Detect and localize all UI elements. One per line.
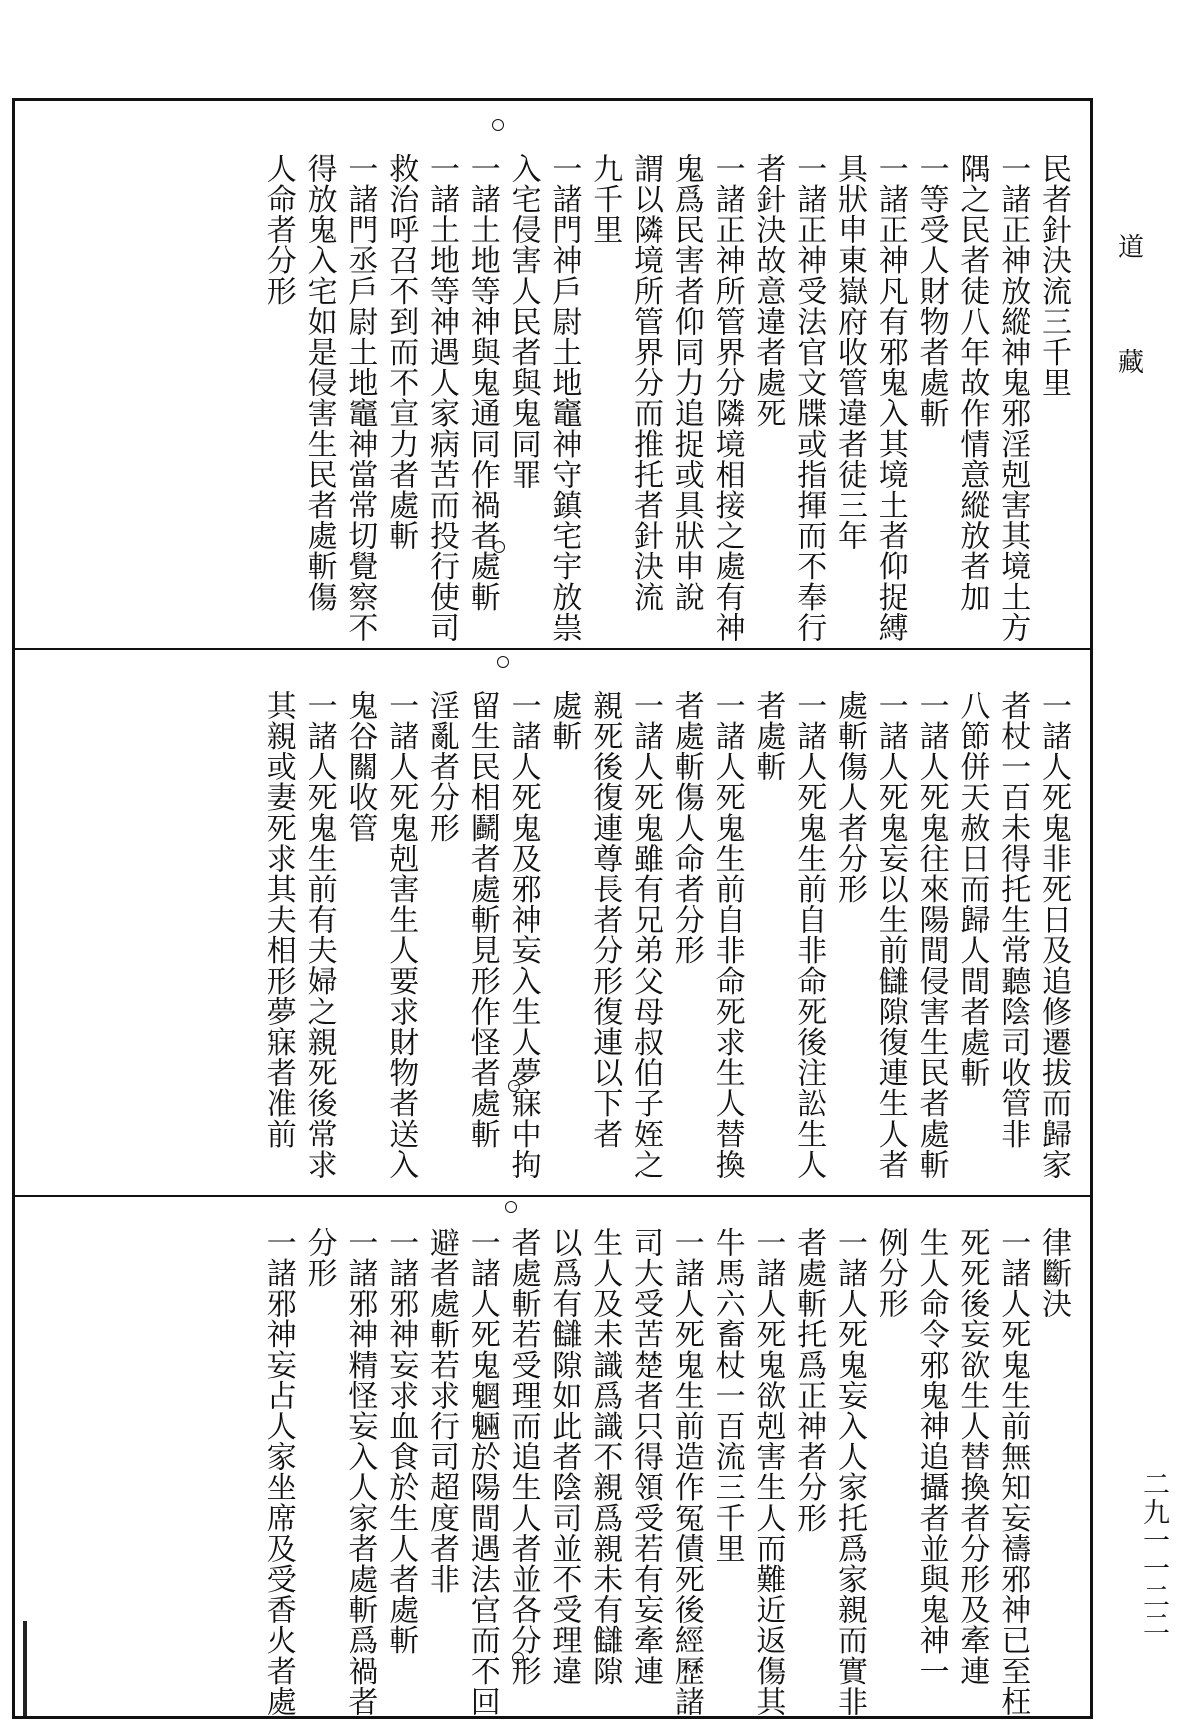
collection-title-zang: 藏	[1118, 348, 1145, 378]
text-column: 一諸門丞戶尉土地竈神當常切覺察不	[342, 153, 378, 643]
text-column: 入宅侵害人民者與鬼同罪	[505, 153, 541, 490]
text-column: 一諸正神放縱神鬼邪淫剋害其境土方	[995, 153, 1031, 643]
page-frame	[12, 98, 1093, 1719]
page-number: 二九一一二二	[1138, 1470, 1169, 1638]
text-column: 一諸土地等神遇人家病苦而投行使司	[424, 153, 459, 643]
text-column: 以爲有讎隙如此者陰司並不受理違	[546, 1227, 582, 1686]
text-panel-bottom	[15, 1195, 1090, 1716]
text-column: 一諸正神凡有邪鬼入其境土者仰捉縛	[872, 153, 908, 643]
text-column: 謂以隣境所管界分而推托者針決流	[628, 153, 663, 612]
text-column: 律斷決	[1036, 1227, 1071, 1319]
text-column: 一諸人死鬼往來陽間侵害生民者處斬	[913, 690, 949, 1180]
text-column: 一諸人死鬼生前無知妄禱邪神已至枉	[995, 1227, 1031, 1717]
text-column: 鬼爲民害者仰同力追捉或具狀申說	[668, 153, 704, 612]
text-column: 生人命令邪鬼神追攝者並與鬼神一	[913, 1227, 949, 1686]
text-column: 人命者分形	[260, 153, 296, 306]
text-panel-middle	[15, 648, 1090, 1192]
text-column: 具狀申東嶽府收管違者徒三年	[832, 153, 867, 551]
text-column: 例分形	[872, 1227, 908, 1319]
text-column: 者處斬托爲正神者分形	[791, 1227, 827, 1533]
panel-top-circle-mark	[492, 119, 504, 131]
text-column: 一諸邪神妄占人家坐席及受香火者處	[260, 1227, 296, 1717]
text-column: 死死後妄欲生人替換者分形及牽連	[954, 1227, 990, 1686]
text-column: 處斬	[546, 690, 582, 752]
text-column: 一等受人財物者處斬	[913, 153, 949, 429]
text-column: 一諸邪神妄求血食於生人者處斬	[383, 1227, 419, 1656]
text-column: 一諸邪神精怪妄入人家者處斬爲禍者	[342, 1227, 378, 1717]
text-column: 民者針決流三千里	[1036, 153, 1071, 398]
text-column: 八節併天赦日而歸人間者處斬	[954, 690, 990, 1088]
text-column: 一諸人死鬼生前自非命死求生人替換	[709, 690, 745, 1180]
text-column: 親死後復連尊長者分形復連以下者	[587, 690, 623, 1149]
text-column: 九千里	[587, 153, 623, 245]
panel-middle-circle-mark	[497, 656, 509, 668]
text-column: 者處斬	[750, 690, 786, 782]
text-column: 分形	[301, 1227, 337, 1289]
text-column: 鬼谷關收管	[342, 690, 378, 843]
binding-seam-line	[23, 1621, 27, 1716]
text-column: 處斬傷人者分形	[832, 690, 867, 905]
text-column: 其親或妻死求其夫相形夢寐者准前	[260, 690, 296, 1149]
text-column: 一諸人死鬼妄以生前讎隙復連生人者	[872, 690, 908, 1180]
text-column: 一諸正神所管界分隣境相接之處有神	[709, 153, 745, 643]
text-column: 得放鬼入宅如是侵害生民者處斬傷	[301, 153, 337, 612]
text-column: 者處斬傷人命者分形	[668, 690, 704, 966]
text-column: 隅之民者徒八年故作情意縱放者加	[954, 153, 990, 612]
text-column: 一諸人死鬼非死日及追修遷拔而歸家	[1036, 690, 1071, 1180]
text-column: 一諸門神戶尉土地竈神守鎮宅宇放祟	[546, 153, 582, 643]
panel-bottom-circle-mark	[505, 1201, 517, 1213]
text-column: 一諸人死鬼生前自非命死後注訟生人	[791, 690, 827, 1180]
text-column: 一諸人死鬼魍魎於陽間遇法官而不回	[464, 1227, 500, 1717]
text-column: 者處斬若受理而追生人者並各分形	[505, 1227, 541, 1686]
text-column: 避者處斬若求行司超度者非	[424, 1227, 459, 1595]
text-column: 救治呼召不到而不宣力者處斬	[383, 153, 419, 551]
text-column: 一諸人死鬼欲剋害生人而難近返傷其	[750, 1227, 786, 1717]
text-column: 一諸人死鬼生前有夫婦之親死後常求	[301, 690, 337, 1180]
text-column: 一諸人死鬼及邪神妄入生人夢寐中拘	[505, 690, 541, 1180]
text-column: 一諸人死鬼妄入人家托爲家親而實非	[832, 1227, 867, 1717]
text-column: 一諸人死鬼生前造作冤債死後經歷諸	[668, 1227, 704, 1717]
text-column: 生人及未識爲識不親爲親未有讎隙	[587, 1227, 623, 1686]
text-column: 者針決故意違者處死	[750, 153, 786, 429]
text-column: 淫亂者分形	[424, 690, 459, 843]
text-column: 一諸人死鬼雖有兄弟父母叔伯子姪之	[628, 690, 663, 1180]
text-column: 一諸正神受法官文牒或指揮而不奉行	[791, 153, 827, 643]
text-column: 一諸人死鬼剋害生人要求財物者送入	[383, 690, 419, 1180]
text-column: 牛馬六畜杖一百流三千里	[709, 1227, 745, 1564]
collection-title-dao: 道	[1118, 233, 1145, 263]
text-column: 一諸土地等神與鬼通同作禍者處斬	[464, 153, 500, 612]
text-column: 者杖一百未得托生常聽陰司收管非	[995, 690, 1031, 1149]
text-panel-top	[15, 101, 1090, 645]
text-column: 司大受苦楚者只得領受若有妄牽連	[628, 1227, 663, 1686]
text-column: 留生民相鬬者處斬見形作怪者處斬	[464, 690, 500, 1149]
